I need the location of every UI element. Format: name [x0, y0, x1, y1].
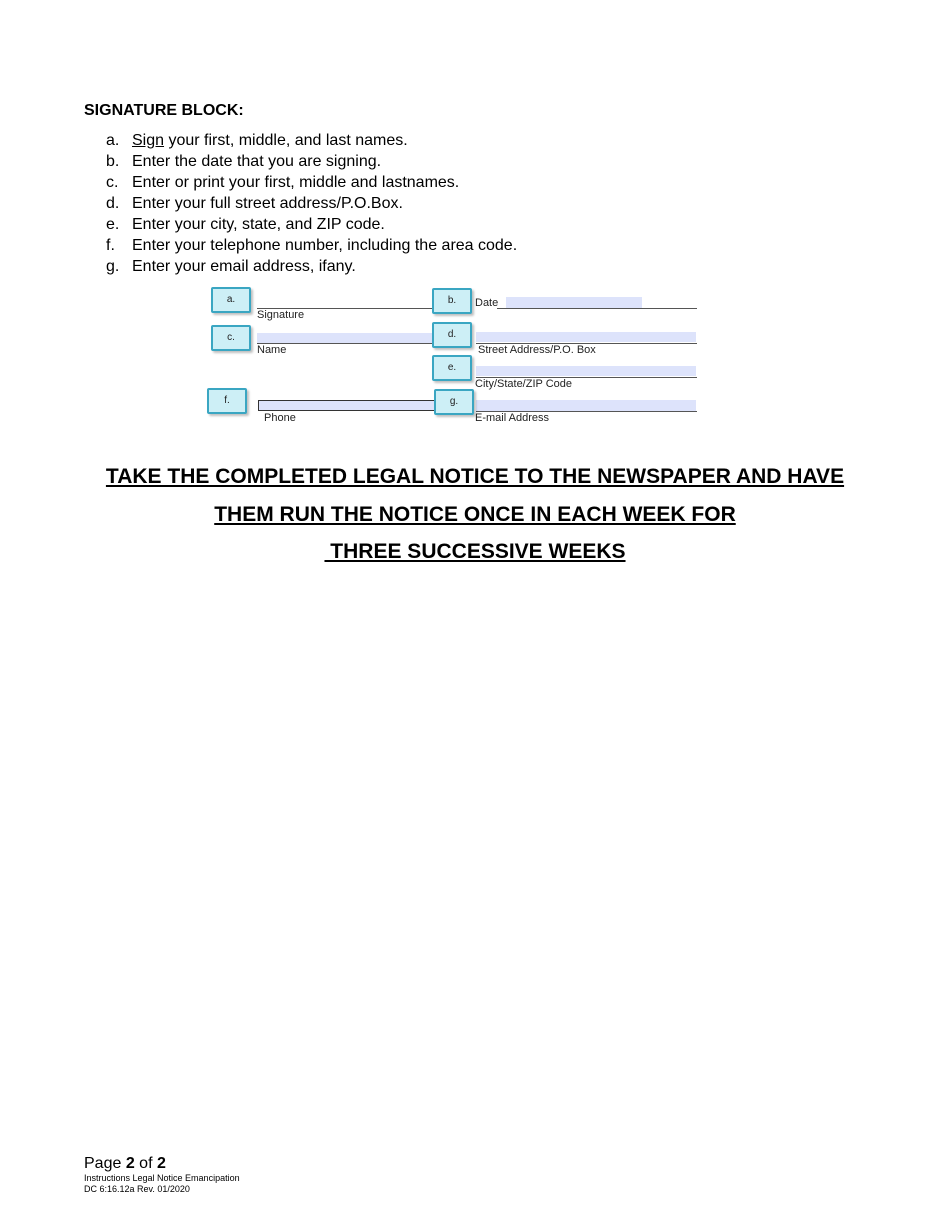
- page-footer: [84, 1155, 240, 1195]
- list-marker: g.: [106, 258, 120, 275]
- email-field[interactable]: [476, 400, 696, 411]
- callout-g: g.: [434, 389, 474, 415]
- sign-link[interactable]: Sign: [132, 132, 165, 149]
- notice-line-3: THREE SUCCESSIVE WEEKS: [324, 540, 626, 563]
- name-label: Name: [257, 344, 287, 356]
- instruction-item-a: [106, 130, 517, 151]
- notice-line-1: TAKE THE COMPLETED LEGAL NOTICE TO THE NEWSPAPER AND HAVE: [105, 465, 845, 488]
- instruction-text: Enter the date that you are signing.: [132, 153, 382, 170]
- list-marker: e.: [106, 216, 120, 233]
- form-title: Instructions Legal Notice Emancipation: [84, 1173, 240, 1183]
- city-state-zip-field[interactable]: [476, 366, 696, 376]
- notice-line-2: THEM RUN THE NOTICE ONCE IN EACH WEEK FOR: [214, 502, 736, 526]
- callout-f: f.: [207, 388, 247, 414]
- street-address-label: Street Address/P.O. Box: [478, 344, 596, 356]
- list-marker: d.: [106, 195, 120, 212]
- callout-e: e.: [432, 355, 472, 381]
- instruction-text: Enter your telephone number, including the area code.: [132, 237, 518, 254]
- date-line: [497, 308, 697, 309]
- email-label: E-mail Address: [475, 412, 549, 424]
- instruction-text: Enter your email address, ifany.: [132, 258, 356, 275]
- list-marker: b.: [106, 153, 120, 170]
- instruction-item-b: [106, 151, 517, 172]
- date-field[interactable]: [506, 297, 642, 308]
- newspaper-notice: [0, 458, 950, 571]
- page-number: Page 2 of 2: [84, 1155, 166, 1172]
- street-address-field[interactable]: [476, 332, 696, 342]
- instruction-item-d: [106, 193, 517, 214]
- form-code: DC 6:16.12a Rev. 01/2020: [84, 1184, 190, 1194]
- list-marker: f.: [106, 237, 115, 254]
- instruction-item-c: [106, 172, 517, 193]
- phone-field[interactable]: [258, 400, 435, 411]
- callout-c: c.: [211, 325, 251, 351]
- instruction-text: Enter your city, state, and ZIP code.: [132, 216, 385, 233]
- instruction-text: Enter or print your first, middle and lastnames.: [132, 174, 460, 191]
- callout-d: d.: [432, 322, 472, 348]
- list-marker: c.: [106, 174, 119, 191]
- section-title: SIGNATURE BLOCK:: [84, 102, 244, 119]
- callout-b: b.: [432, 288, 472, 314]
- callout-a: a.: [211, 287, 251, 313]
- list-marker: a.: [106, 132, 120, 149]
- city-state-zip-label: City/State/ZIP Code: [475, 378, 573, 390]
- date-label: Date: [475, 297, 499, 309]
- signature-label: Signature: [257, 309, 305, 321]
- phone-label: Phone: [264, 412, 296, 424]
- name-field[interactable]: [257, 333, 433, 343]
- instruction-item-e: [106, 214, 517, 235]
- instruction-text: Enter your full street address/P.O.Box.: [132, 195, 403, 212]
- instruction-list: [106, 130, 517, 277]
- instruction-text: your first, middle, and last names.: [164, 132, 408, 149]
- instruction-item-f: [106, 235, 517, 256]
- instruction-item-g: [106, 256, 517, 277]
